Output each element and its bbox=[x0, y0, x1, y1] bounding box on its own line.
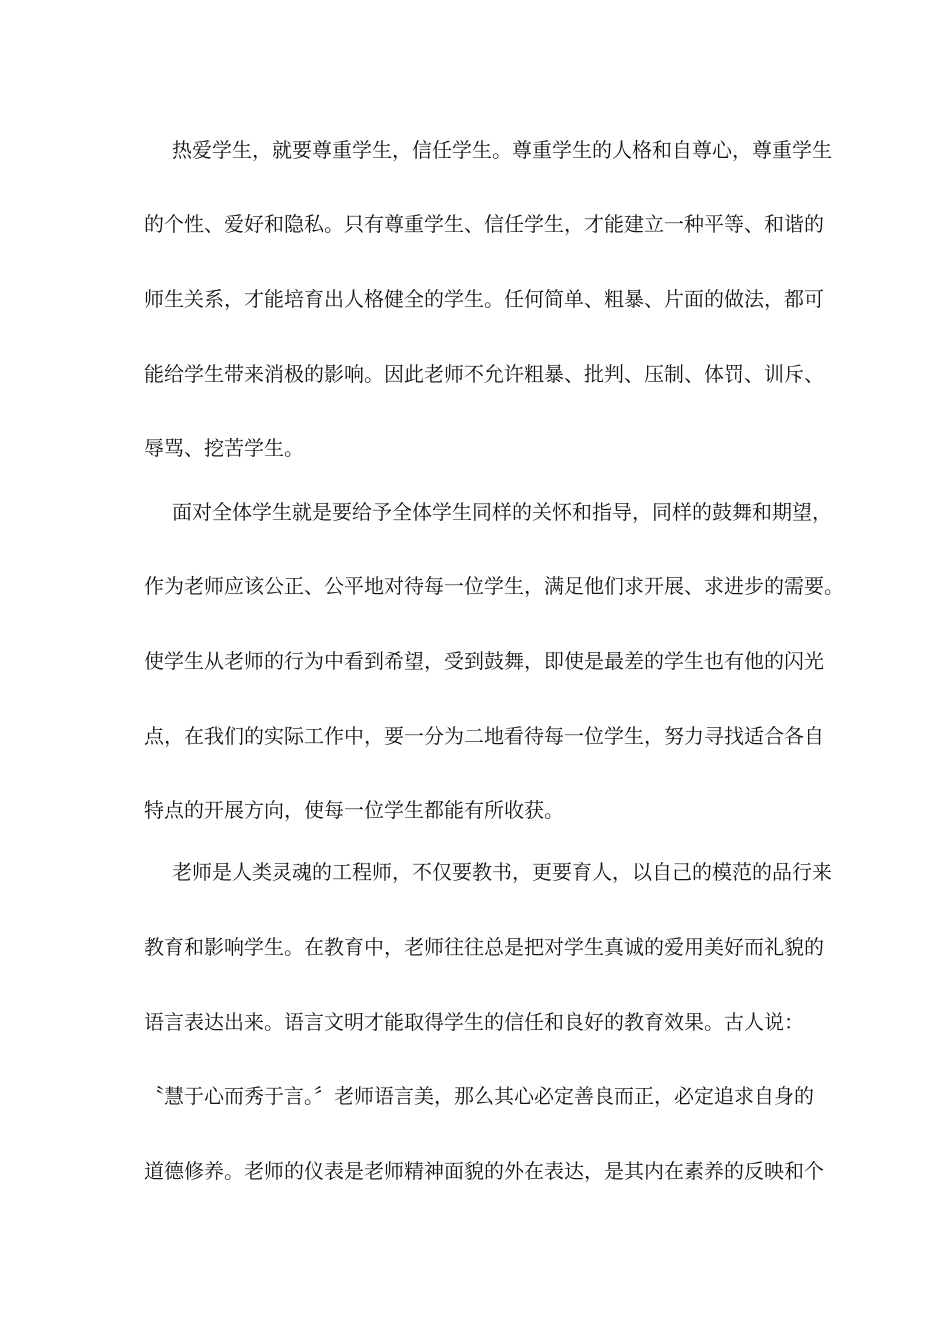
paragraph-1-line-1: 热爱学生，就要尊重学生，信任学生。尊重学生的人格和自尊心，尊重学生 bbox=[172, 138, 832, 162]
paragraph-2-line-1: 面对全体学生就是要给予全体学生同样的关怀和指导，同样的鼓舞和期望， bbox=[172, 500, 832, 524]
paragraph-3-line-2: 教育和影响学生。在教育中，老师往往总是把对学生真诚的爱用美好而礼貌的 bbox=[144, 935, 824, 959]
paragraph-2-line-3: 使学生从老师的行为中看到希望，受到鼓舞，即使是最差的学生也有他的闪光 bbox=[144, 649, 824, 673]
paragraph-1-line-3: 师生关系，才能培育出人格健全的学生。任何简单、粗暴、片面的做法，都可 bbox=[144, 287, 824, 311]
paragraph-2-line-2: 作为老师应该公正、公平地对待每一位学生，满足他们求开展、求进步的需要。 bbox=[144, 574, 844, 598]
paragraph-1-line-2: 的个性、爱好和隐私。只有尊重学生、信任学生，才能建立一种平等、和谐的 bbox=[144, 212, 824, 236]
paragraph-3-line-4: 〝慧于心而秀于言。〞老师语言美，那么其心必定善良而正，必定追求自身的 bbox=[144, 1084, 814, 1108]
paragraph-2-line-5: 特点的开展方向，使每一位学生都能有所收获。 bbox=[144, 798, 564, 822]
paragraph-1-line-4: 能给学生带来消极的影响。因此老师不允许粗暴、批判、压制、体罚、训斥、 bbox=[144, 362, 824, 386]
paragraph-3-line-3: 语言表达出来。语言文明才能取得学生的信任和良好的教育效果。古人说： bbox=[144, 1010, 804, 1034]
paragraph-3-line-1: 老师是人类灵魂的工程师，不仅要教书，更要育人，以自己的模范的品行来 bbox=[172, 860, 832, 884]
paragraph-1-line-5: 辱骂、挖苦学生。 bbox=[144, 436, 304, 460]
paragraph-2-line-4: 点，在我们的实际工作中，要一分为二地看待每一位学生，努力寻找适合各自 bbox=[144, 724, 824, 748]
paragraph-3-line-5: 道德修养。老师的仪表是老师精神面貌的外在表达，是其内在素养的反映和个 bbox=[144, 1159, 824, 1183]
